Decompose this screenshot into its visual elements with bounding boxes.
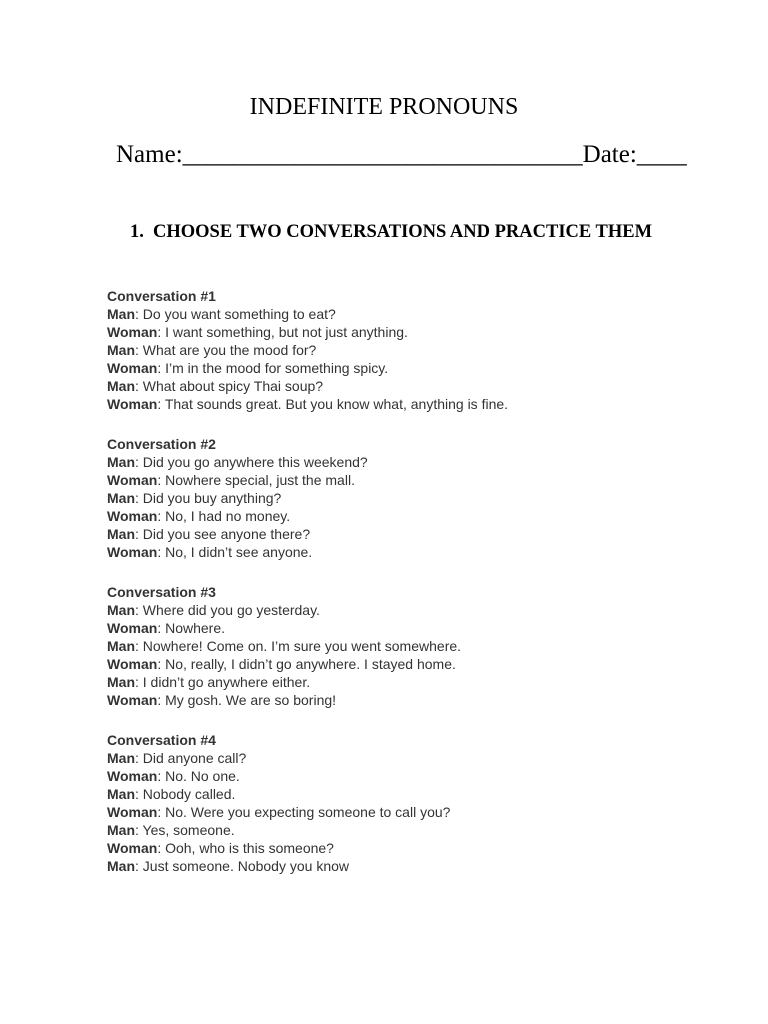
speaker-label: Man — [107, 638, 135, 654]
speaker-label: Man — [107, 674, 135, 690]
date-label: Date: — [582, 141, 637, 168]
dialogue-text: : Nobody called. — [135, 786, 236, 802]
instruction — [130, 219, 670, 246]
conversation-4 — [107, 731, 707, 875]
dialogue-line — [107, 691, 707, 709]
speaker-label: Man — [107, 378, 135, 394]
dialogue-line — [107, 543, 707, 561]
dialogue-text: : No, I had no money. — [157, 508, 291, 524]
dialogue-line — [107, 323, 707, 341]
name-blank: ________________________________ — [182, 141, 583, 168]
speaker-label: Woman — [107, 620, 158, 636]
dialogue-line — [107, 857, 707, 875]
speaker-label: Woman — [107, 804, 158, 820]
dialogue-text: : No. No one. — [157, 768, 240, 784]
speaker-label: Woman — [107, 324, 158, 340]
dialogue-text: : I’m in the mood for something spicy. — [157, 360, 389, 376]
dialogue-line — [107, 377, 707, 395]
dialogue-text: : My gosh. We are so boring! — [157, 692, 337, 708]
speaker-label: Woman — [107, 692, 158, 708]
speaker-label: Man — [107, 490, 135, 506]
dialogue-text: : I want something, but not just anything. — [157, 324, 408, 340]
speaker-label: Man — [107, 750, 135, 766]
dialogue-line — [107, 767, 707, 785]
dialogue-text: : Did you go anywhere this weekend? — [135, 454, 368, 470]
dialogue-line — [107, 619, 707, 637]
conversation-heading: Conversation #4 — [107, 732, 216, 748]
dialogue-text: : No, really, I didn’t go anywhere. I stayed home. — [157, 656, 456, 672]
dialogue-text: : Did you buy anything? — [135, 490, 282, 506]
dialogue-line — [107, 803, 707, 821]
dialogue-line — [107, 655, 707, 673]
speaker-label: Man — [107, 786, 135, 802]
speaker-label: Woman — [107, 508, 158, 524]
speaker-label: Woman — [107, 840, 158, 856]
dialogue-text: : Ooh, who is this someone? — [157, 840, 334, 856]
dialogue-line — [107, 453, 707, 471]
dialogue-line — [107, 395, 707, 413]
dialogue-text: : Did anyone call? — [135, 750, 247, 766]
dialogue-text: : Did you see anyone there? — [135, 526, 311, 542]
dialogue-text: : Nowhere! Come on. I’m sure you went somewhere. — [135, 638, 462, 654]
dialogue-line — [107, 673, 707, 691]
dialogue-text: : Where did you go yesterday. — [135, 602, 320, 618]
speaker-label: Man — [107, 306, 135, 322]
dialogue-line — [107, 359, 707, 377]
date-blank: ____ — [636, 141, 687, 168]
dialogue-text: : Yes, someone. — [135, 822, 235, 838]
conversation-1 — [107, 287, 707, 413]
speaker-label: Woman — [107, 656, 158, 672]
speaker-label: Woman — [107, 544, 158, 560]
speaker-label: Woman — [107, 396, 158, 412]
speaker-label: Man — [107, 526, 135, 542]
conversation-heading: Conversation #3 — [107, 584, 216, 600]
dialogue-line — [107, 341, 707, 359]
speaker-label: Man — [107, 602, 135, 618]
speaker-label: Woman — [107, 360, 158, 376]
dialogue-line — [107, 525, 707, 543]
name-date-line — [116, 140, 687, 170]
page-title: INDEFINITE PRONOUNS — [249, 94, 519, 120]
dialogue-text: : What about spicy Thai soup? — [135, 378, 324, 394]
conversation-3 — [107, 583, 707, 709]
dialogue-text: : What are you the mood for? — [135, 342, 317, 358]
instruction-number: 1. — [130, 222, 144, 242]
dialogue-line — [107, 305, 707, 323]
conversation-2 — [107, 435, 707, 561]
dialogue-text: : Nowhere special, just the mall. — [157, 472, 355, 488]
dialogue-text: : I didn’t go anywhere either. — [135, 674, 311, 690]
dialogue-text: : That sounds great. But you know what, anything is fine. — [157, 396, 509, 412]
speaker-label: Man — [107, 454, 135, 470]
dialogue-line — [107, 507, 707, 525]
conversation-heading: Conversation #1 — [107, 288, 216, 304]
dialogue-line — [107, 839, 707, 857]
dialogue-text: : No, I didn’t see anyone. — [157, 544, 313, 560]
dialogue-text: : Do you want something to eat? — [135, 306, 336, 322]
dialogue-line — [107, 821, 707, 839]
dialogue-line — [107, 785, 707, 803]
speaker-label: Man — [107, 822, 135, 838]
dialogue-line — [107, 489, 707, 507]
speaker-label: Man — [107, 342, 135, 358]
dialogue-text: : Nowhere. — [157, 620, 226, 636]
dialogue-line — [107, 601, 707, 619]
dialogue-text: : No. Were you expecting someone to call you? — [157, 804, 451, 820]
name-label: Name: — [116, 141, 183, 168]
speaker-label: Woman — [107, 768, 158, 784]
dialogue-text: : Just someone. Nobody you know — [135, 858, 350, 874]
speaker-label: Woman — [107, 472, 158, 488]
speaker-label: Man — [107, 858, 135, 874]
conversation-heading: Conversation #2 — [107, 436, 216, 452]
instruction-text: CHOOSE TWO CONVERSATIONS AND PRACTICE THEM — [153, 222, 653, 242]
dialogue-line — [107, 637, 707, 655]
dialogue-line — [107, 749, 707, 767]
dialogue-line — [107, 471, 707, 489]
